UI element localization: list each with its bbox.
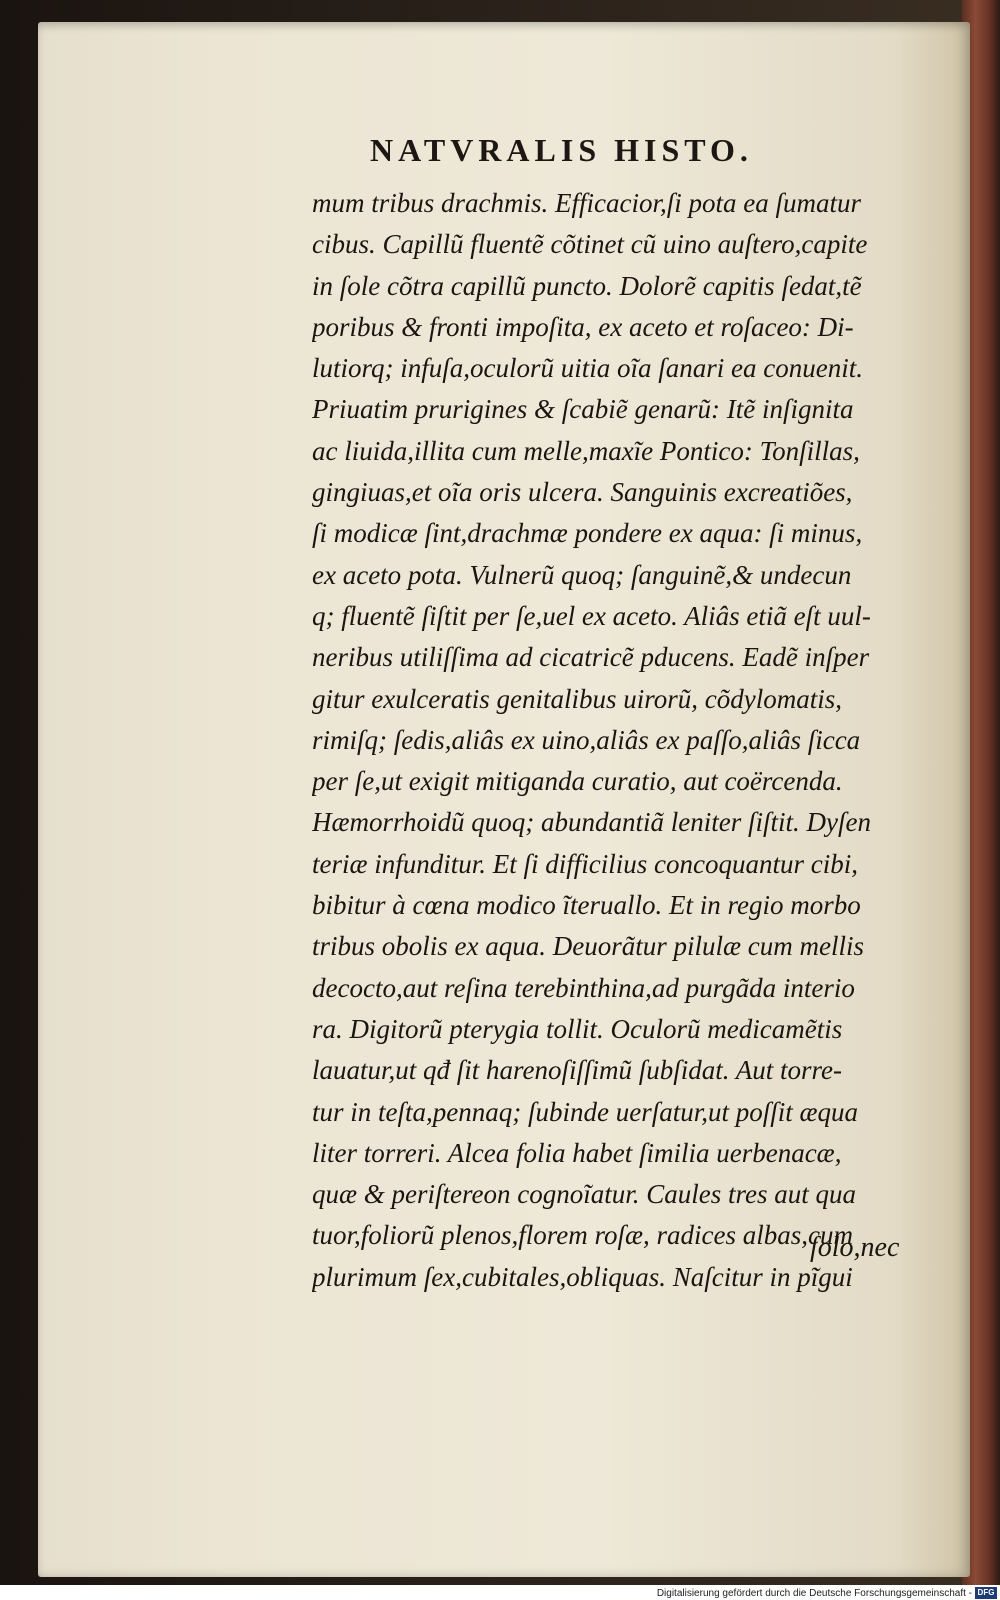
text-line: Hæmorrhoidũ quoq; abundantiã leniter ſiſtit. Dyſen [312,807,871,838]
text-line: poribus & fronti impoſita, ex aceto et roſaceo: Di- [312,311,854,342]
text-line: q; fluentẽ ſiſtit per ſe,uel ex aceto. Aliâs etiã eſt uul- [312,600,871,631]
text-line: cibus. Capillũ fluentẽ cõtinet cũ uino auſtero,capite [312,229,868,260]
text-line: plurimum ſex,cubitales,obliquas. Naſcitur in pĩgui [312,1261,853,1292]
text-line: lauatur,ut qđ ſit harenoſiſſimũ ſubſidat. Aut torre- [312,1055,843,1086]
text-line: decocto,aut reſina terebinthina,ad purgãda interio [312,972,855,1003]
text-line: lutiorq; infuſa,oculorũ uitia oĩa ſanari ea conuenit. [312,353,863,384]
text-line: bibitur à cœna modico ĩteruallo. Et in regio morbo [312,890,861,921]
text-line: liter torreri. Alcea folia habet ſimilia uerbenacæ, [312,1137,842,1168]
text-line: ſi modicæ ſint,drachmæ pondere ex aqua: ſi minus, [312,518,863,549]
text-line: teriæ infunditur. Et ſi difficilius concoquantur cibi, [312,848,858,879]
dfg-logo: DFG [975,1587,997,1599]
text-line: tuor,foliorũ plenos,florem roſæ, radices albas,cum [312,1220,854,1251]
catchword: ſolo,nec [810,1232,900,1263]
text-line: ex aceto pota. Vulnerũ quoq; ſanguinẽ,& undecun [312,559,852,590]
text-line: ra. Digitorũ pterygia tollit. Oculorũ medicamẽtis [312,1013,843,1044]
text-line: gitur exulceratis genitalibus uirorũ, cõdylomatis, [312,683,842,714]
text-line: quæ & periſtereon cognoĩatur. Caules tres aut qua [312,1179,856,1210]
text-line: mum tribus drachmis. Efficacior,ſi pota ea ſumatur [312,188,861,218]
text-line: rimiſq; ſedis,aliâs ex uino,aliâs ex paſſo,aliâs ſicca [312,724,861,755]
text-line: neribus utiliſſima ad cicatricẽ pducens. Eadẽ inſper [312,642,870,673]
text-line: in ſole cõtra capillũ puncto. Dolorẽ capitis ſedat,tẽ [312,270,862,301]
body-text [312,183,927,1298]
text-line: gingiuas,et oĩa oris ulcera. Sanguinis excreatiões, [312,477,853,508]
text-line: ac liuida,illita cum melle,maxĩe Pontico: Tonſillas, [312,435,860,466]
running-head: NATVRALIS HISTO. [370,132,753,168]
text-line: tur in teſta,pennaq; ſubinde uerſatur,ut poſſit æqua [312,1096,858,1127]
text-line: per ſe,ut exigit mitiganda curatio, aut coërcenda. [312,766,843,797]
digitization-credit: Digitalisierung gefördert durch die Deutsche Forschungsgemeinschaft - [656,1588,972,1599]
text-line: Priuatim prurigines & ſcabiẽ genarũ: Itẽ inſignita [312,394,854,425]
text-line: tribus obolis ex aqua. Deuorãtur pilulæ cum mellis [312,931,864,962]
